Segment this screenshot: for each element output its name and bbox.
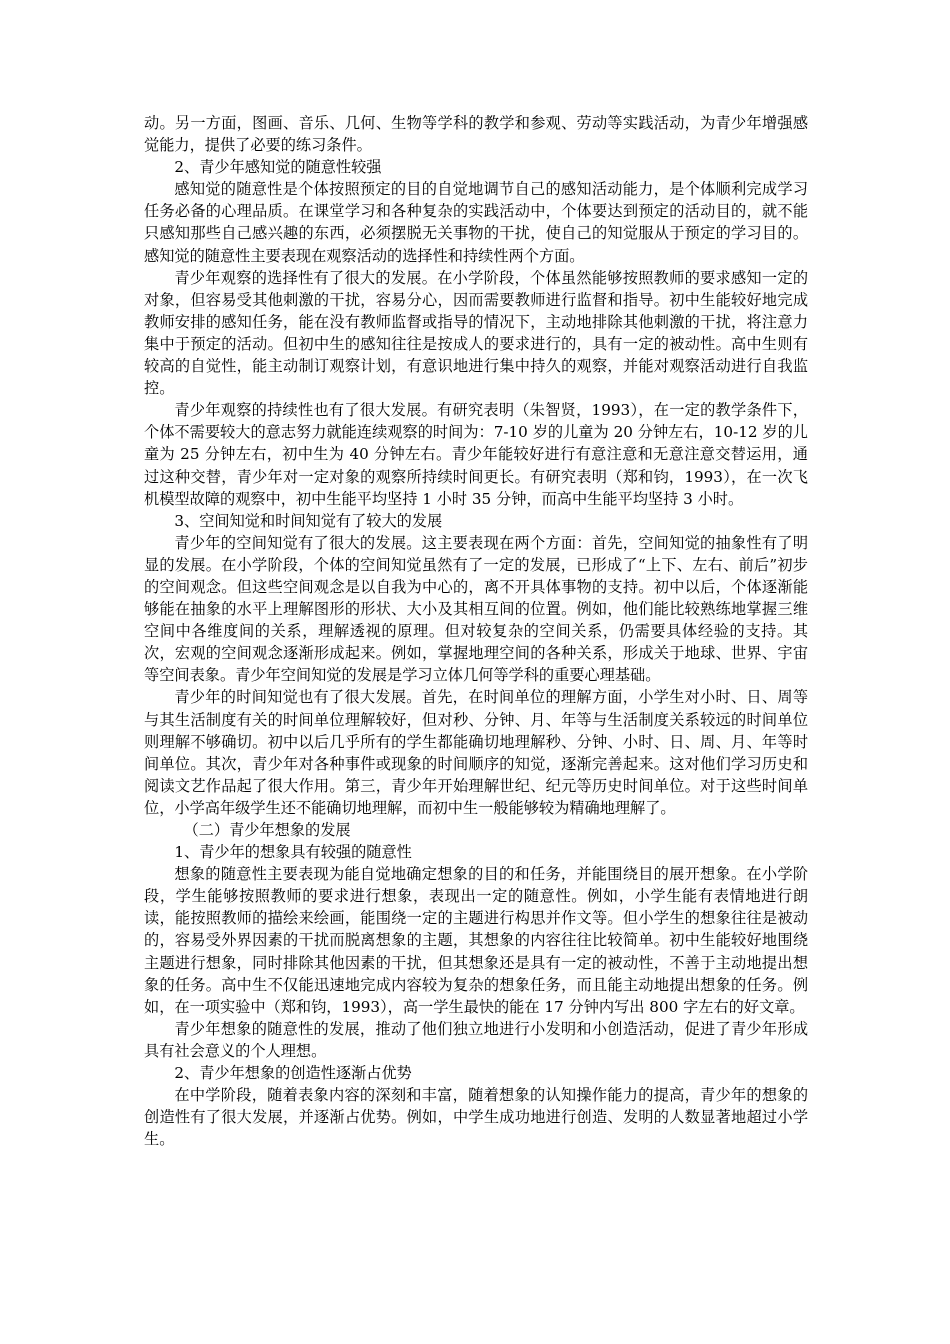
section-heading: 3、空间知觉和时间知觉有了较大的发展 — [174, 511, 443, 530]
document-page — [144, 112, 808, 1150]
paragraph: 青少年的时间知觉也有了很大发展。首先，在时间单位的理解方面，小学生对小时、日、周等与其生活制度有关的时间单位理解较好，但对秒、分钟、月、年等与生活制度关系较远的时间单位则理解不够确切。初中以后几乎所有的学生都能确切地理解秒、分钟、小时、日、周、月、年等时间单位。其次，青少年对各种事件或现象的时间顺序的知觉，逐渐完善起来。这对他们学习历史和阅读文艺作品起了很大作用。第三，青少年开始理解世纪、纪元等历史时间单位。对于这些时间单位，小学高年级学生还不能确切地理解，而初中生一般能够较为精确地理解了。 — [144, 688, 808, 817]
section-heading: 2、青少年感知觉的随意性较强 — [174, 158, 382, 177]
paragraph: 想象的随意性主要表现为能自觉地确定想象的目的和任务，并能围绕目的展开想象。在小学阶段，学生能够按照教师的要求进行想象，表现出一定的随意性。例如，小学生能有表情地进行朗读，能按照教师的描绘来绘画，能围绕一定的主题进行构思并作文等。但小学生的想象往往是被动的，容易受外界因素的干扰而脱离想象的主题，其想象的内容往往比较简单。初中生能较好地围绕主题进行想象，同时排除其他因素的干扰，但其想象还是具有一定的被动性，不善于主动地提出想象的任务。高中生不仅能迅速地完成内容较为复杂的想象任务，而且能主动地提出想象的任务。例如，在一项实验中（郑和钧，1993），高一学生最快的能在 17 分钟内写出 800 字左右的好文章。 — [144, 865, 808, 1016]
paragraph: 青少年想象的随意性的发展，推动了他们独立地进行小发明和小创造活动，促进了青少年形成具有社会意义的个人理想。 — [144, 1019, 808, 1060]
part-heading: （二）青少年想象的发展 — [183, 821, 351, 839]
section-heading: 2、青少年想象的创造性逐渐占优势 — [174, 1064, 412, 1083]
paragraph: 青少年观察的选择性有了很大的发展。在小学阶段，个体虽然能够按照教师的要求感知一定的对象，但容易受其他刺激的干扰，容易分心，因而需要教师进行监督和指导。初中生能较好地完成教师安排的感知任务，能在没有教师监督或指导的情况下，主动地排除其他刺激的干扰，将注意力集中于预定的活动。但初中生的感知往往是按成人的要求进行的，具有一定的被动性。高中生则有较高的自觉性，能主动制订观察计划，有意识地进行集中持久的观察，并能对观察活动进行自我监控。 — [144, 268, 808, 398]
paragraph: 动。另一方面，图画、音乐、几何、生物等学科的教学和参观、劳动等实践活动，为青少年增强感觉能力，提供了必要的练习条件。 — [144, 114, 808, 155]
paragraph: 感知觉的随意性是个体按照预定的目的自觉地调节自己的感知活动能力，是个体顺利完成学习任务必备的心理品质。在课堂学习和各种复杂的实践活动中，个体要达到预定的活动目的，就不能只感知那些自己感兴趣的东西，必须摆脱无关事物的干扰，使自己的知觉服从于预定的学习目的。感知觉的随意性主要表现在观察活动的选择性和持续性两个方面。 — [144, 180, 808, 265]
paragraph: 在中学阶段，随着表象内容的深刻和丰富，随着想象的认知操作能力的提高，青少年的想象的创造性有了很大发展，并逐渐占优势。例如，中学生成功地进行创造、发明的人数显著地超过小学生。 — [144, 1086, 808, 1149]
paragraph: 青少年的空间知觉有了很大的发展。这主要表现在两个方面：首先，空间知觉的抽象性有了明显的发展。在小学阶段，个体的空间知觉虽然有了一定的发展，已形成了“上下、左右、前后”初步的空间观念。但这些空间观念是以自我为中心的，离不开具体事物的支持。初中以后，个体逐渐能够能在抽象的水平上理解图形的形状、大小及其相互间的位置。例如，他们能比较熟练地掌握三维空间中各维度间的关系，理解透视的原理。但对较复杂的空间关系，仍需要具体经验的支持。其次，宏观的空间观念逐渐形成起来。例如，掌握地理空间的各种关系，形成关于地球、世界、宇宙等空间表象。青少年空间知觉的发展是学习立体几何等学科的重要心理基础。 — [144, 533, 808, 685]
paragraph: 青少年观察的持续性也有了很大发展。有研究表明（朱智贤，1993），在一定的教学条件下，个体不需要较大的意志努力就能连续观察的时间为：7-10 岁的儿童为 20 分钟左右，10-12 岁的儿童为 25 分钟左右，初中生为 40 分钟左右。青少年能较好进行有意注意和无意注意交替运用，通过这种交替，青少年对一定对象的观察所持续时间更长。有研究表明（郑和钧，1993），在一次飞机模型故障的观察中，初中生能平均坚持 1 小时 35 分钟，而高中生能平均坚持 3 小时。 — [144, 401, 808, 508]
section-heading: 1、青少年的想象具有较强的随意性 — [174, 843, 412, 862]
